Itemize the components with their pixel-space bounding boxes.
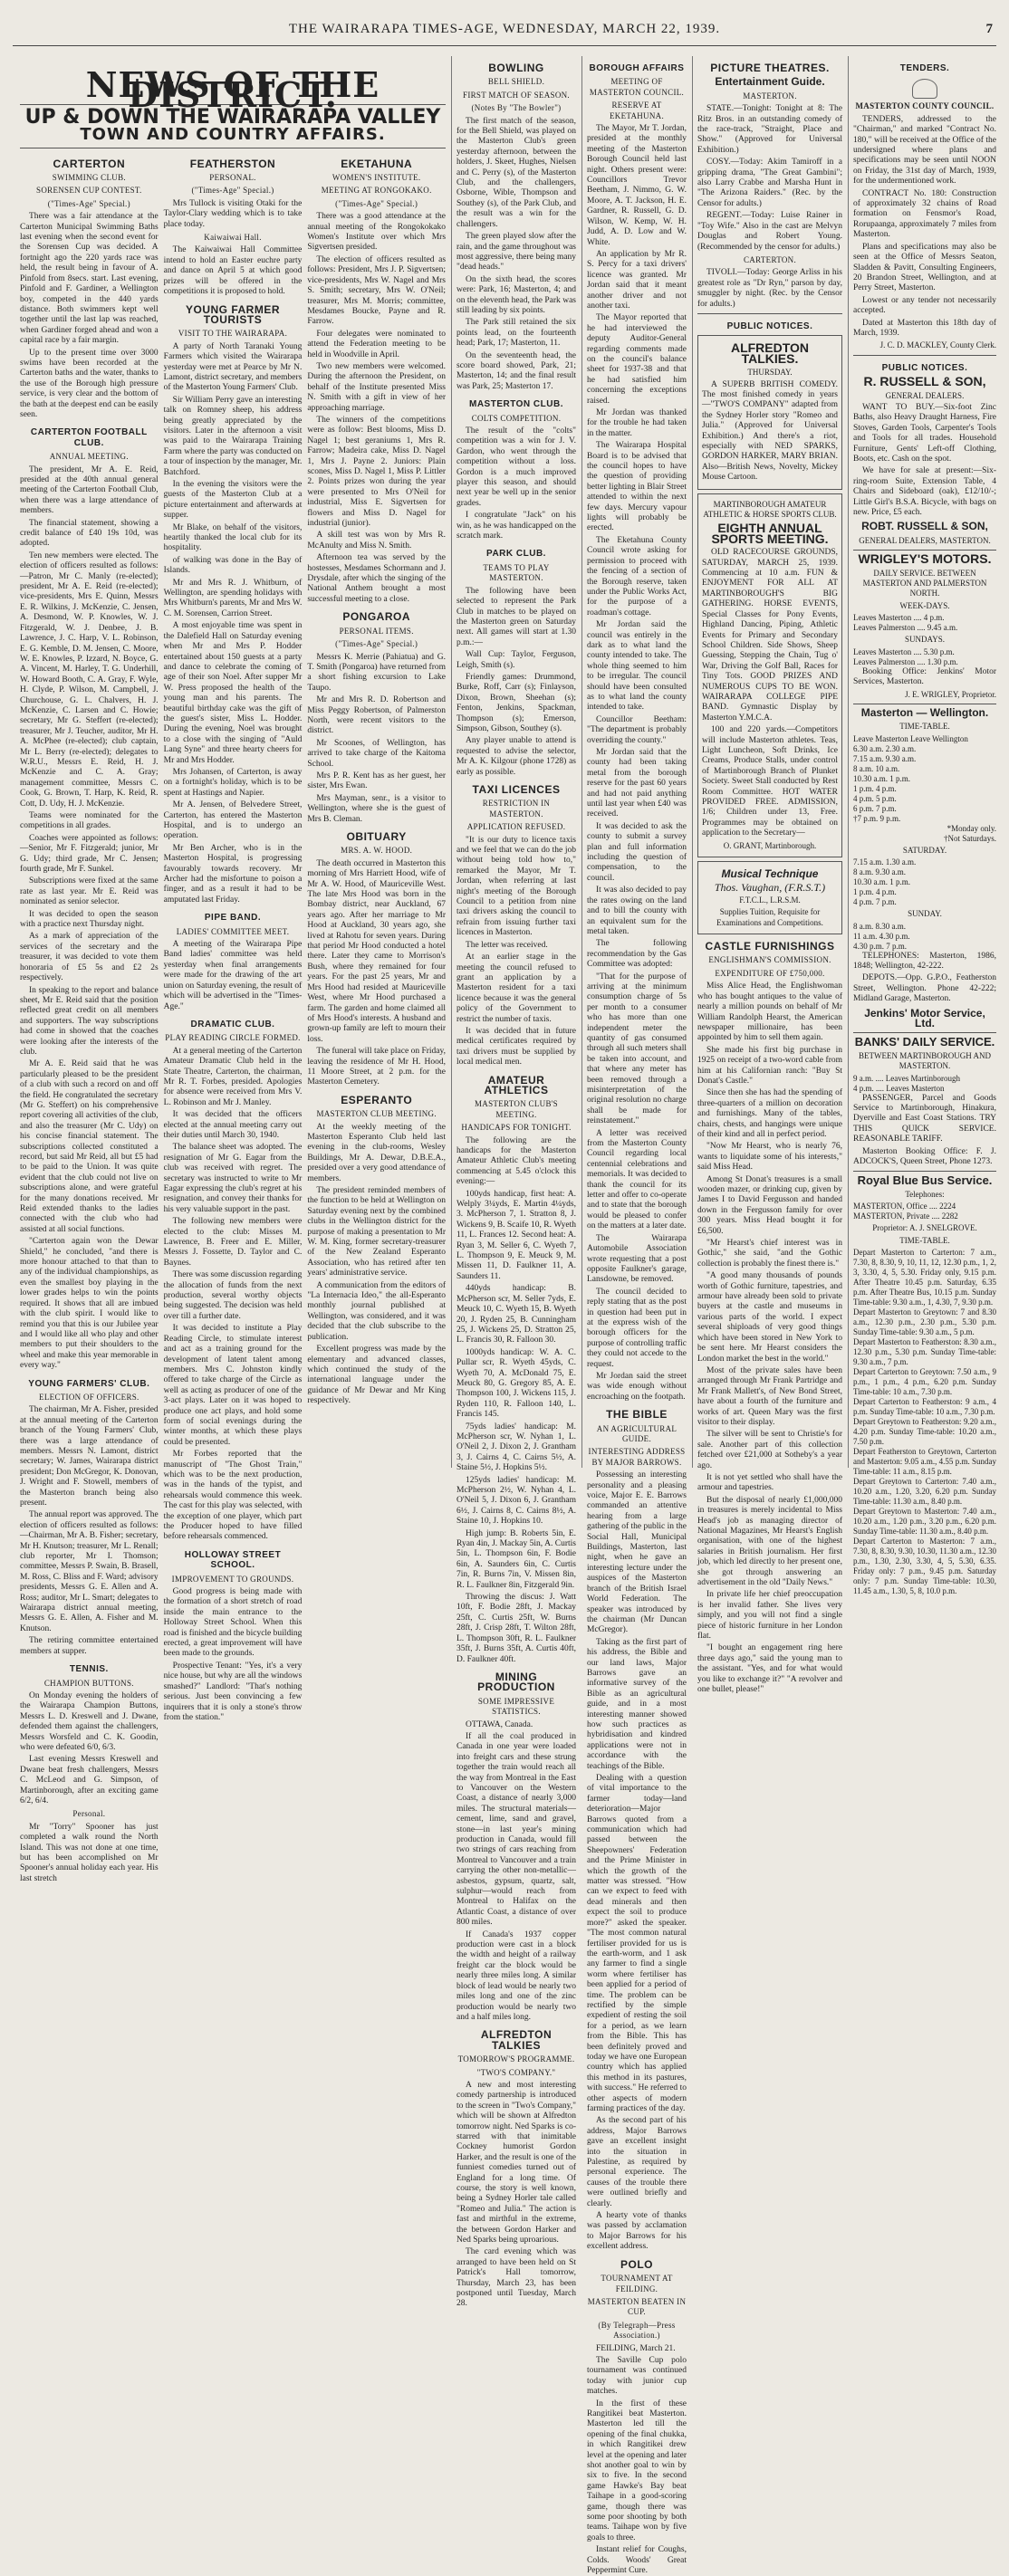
paragraph: In the first of these Rangitikei beat Masterton. Masterton led till the opening of the final chukka, in which Rangitikei drew level at the opening and later shot another goal to win by six to five. In the second game Hawke's Bay beat Taihape in a good-scoring game, though there was some poor shooting by both teams. Taihape won by five goals to three.: [587, 2399, 687, 2542]
subhead: HANDICAPS FOR TONIGHT.: [461, 1123, 572, 1133]
paragraph: "Now Mr Hearst, who is nearly 76, wants to liquidate some of his interests," said Miss Head.: [697, 1142, 842, 1173]
subhead: FIRST MATCH OF SEASON.: [463, 90, 570, 100]
carterton-title: CARTERTON: [53, 157, 126, 170]
subhead: ELECTION OF OFFICERS.: [39, 1392, 139, 1402]
ad-line: SATURDAY.: [902, 845, 947, 855]
bowling-column: [456, 56, 576, 2309]
paragraph: A most enjoyable time was spent in the Dalefield Hall on Saturday evening when Mr and Mrs P. Hodder entertained about 150 guests at a party and dance to celebrate the coming of age of their son Noel. After supper Mr W. Press proposed the health of the young man and his parents. The beautiful birthday cake was the gift of the guest's sister, Miss L. Hodder. During the evening, Noel was brought to a close with the singing of "Auld Lang Syne" and three hearty cheers for Mr and Mrs Hodder.: [163, 621, 303, 765]
paragraph: The election of officers resulted as follows: President, Mrs J. P. Sigvertsen; vice-presidents, Mrs W. Nagel and Mrs S. Smith; secretary, Mrs W. O'Neil; treasurer, Mrs M. Morris; committee, Mesdames Boucke, Payne and R. Farrow.: [307, 254, 447, 327]
paragraph: As a mark of appreciation of the services of the secretary and the treasurer, it was decided to vote them honoraria of £5 5s and £2 2s respectively.: [20, 932, 159, 983]
ad-line: BETWEEN MARTINBOROUGH AND MASTERTON.: [859, 1050, 991, 1071]
polo-title: POLO: [620, 2257, 653, 2271]
ad-heading: Jenkins' Motor Service, Ltd.: [864, 1006, 985, 1029]
paragraph: Masterton Booking Office: F. J. ADCOCK'S, Queen Street, Phone 1273.: [853, 1146, 996, 1167]
ad-line: GENERAL DEALERS, MASTERTON.: [859, 535, 991, 545]
paragraph: A new and most interesting comedy partnership is introduced to the screen in "Two's Company," which will be shown at Alfredton tomorrow night. Ned Sparks is co-starred with that inimitable Cockney humorist Gordon Harker, and the result is one of the funniest comedies turned out of England for a long time. Of course, the story is well known, being a Sydney Horler tale called "Romeo and Julia." The action is fast and mirthful in the extreme, the between Gordon Harker and Ned Sparks being uproarious.: [456, 2080, 576, 2246]
news-of-district-block: [20, 56, 447, 1883]
paragraph: Mr A. Jensen, of Belvedere Street, Carterton, has entered the Masterton Hospital, and is to undergo an operation.: [163, 800, 303, 841]
paragraph: Miss Alice Head, the Englishwoman who has bought antiques to the value of nearly a million pounds on behalf of Mr William Randolph Hearst, the American newspaper millionaire, has been appointed by him to sell them again.: [697, 982, 842, 1043]
timetable-note: *Monday only.: [947, 823, 996, 833]
divider: [853, 1171, 996, 1172]
ad-heading: ROBT. RUSSELL & SON,: [861, 520, 988, 533]
paragraph: The following have been selected to represent the Park Club in matches to be played on the Masterton green on Saturday next. All games will start at 1.30 p.m.:—: [456, 586, 576, 647]
paragraph: But the disposal of nearly £1,000,000 in treasures is merely incidental to Miss Head's job as managing director of National Magazines, Mr Hearst's English organisation, with one of the highest salaries in British journalism. Her first job, which led directly to her present one, she got through answering an advertisement in the old "Daily News.": [697, 1495, 842, 1588]
bowling-title: BOWLING: [488, 62, 544, 74]
paragraph: 100yds handicap, first heat: A. Welply 3¼yds, E. Martin 4¼yds, 3. McPherson 7, 1. Stratton 8, J. Wickens 9, B. Scaife 10, R. Wyeth 11, L. Frances 12. Second heat: A. Ryan 3, M. Seller 6, C. Wyeth 7, L. Thompson 9, E. Meuck 9, M. Missen 11, D. Faulkner 11, A. Saunders 11.: [456, 1189, 576, 1281]
divider: [697, 313, 842, 314]
paragraph: Councillor Beetham: "The department is probably overriding the county.": [587, 714, 687, 745]
subhead: BELL SHIELD.: [487, 77, 545, 87]
paragraph: The Mayor reported that he had interviewed the deputy Auditor-General regarding comments made on the council's balance sheet for 1937-38 and that he had satisfied him concerning the exceptions raised.: [587, 313, 687, 406]
paragraph: In the evening the visitors were the guests of the Masterton Club at a picture entertainment and afterwards at supper.: [163, 480, 303, 521]
paragraph: The winners of the competitions were as follow: Best blooms, Miss D. Nagel 1; best geraniums 1, Mrs R. Farrow; Madeira cake, Miss D. Nagel 1, Mrs J. Payne 2. Juniors: Plain scones, Miss D. Nagel 1, Miss P. Littler 2. Points prizes won during the year were presented to Mrs O'Neil for industrial, Miss E. Sigvertsen for flowers and Miss D. Nagel for industrial (junior).: [307, 415, 447, 529]
section-title: CARTERTON FOOTBALL CLUB.: [30, 427, 148, 448]
paragraph: At a general meeting of the Carterton Amateur Dramatic Club held in the State Theatre, Carterton, the chairman, Mr R. T. Forbes, presided. Apologies for absence were received from Mrs V. L. Robinson and Mr J. Manley.: [163, 1046, 303, 1107]
paragraph: The Mayor, Mr T. Jordan, presided at the monthly meeting of the Masterton Borough Council held last night. Others present were: Councillors Trevor Beetham, J. Nimmo, G. W. Moore, A. T. Jackson, H. E. Gardner, R. Russell, G. D. Wilson, W. Kemp, W. H. Judd, A. D. Low and W. White.: [587, 124, 687, 247]
paragraph: A SUPERB BRITISH COMEDY. The most finished comedy in years—"TWO'S COMPANY" adapted from the Sydney Horler story "Romeo and Julia." (Approved for Universal Exhibition.) And there's a riot, especially with NED SPARKS, GORDON HARKER, MARY BRIAN. Also—British News, Novelty, Mickey Mouse Cartoon.: [702, 379, 838, 483]
ad-heading: ALFREDTON TALKIES.: [730, 340, 810, 366]
paragraph: Since then she has had the spending of three-quarters of a million on decoration and furnishings. Many of the tables, chairs, chests, and hangings were unique of their kind and all in perfect period.: [697, 1088, 842, 1139]
paragraph: COSY.—Today: Akim Tamiroff in a gripping drama, "The Great Gambini"; also Larry Crabbe and Marsha Hunt in "The Arizona Raiders." (Rec. by the Censor for adults.): [697, 158, 842, 208]
paragraph: Two new members were welcomed. During the afternoon the President, on behalf of the Institute presented Miss N. Smith with a gift in view of her approaching marriage.: [307, 361, 447, 413]
ad-line: GENERAL DEALERS.: [885, 390, 965, 400]
obituary-title: OBITUARY: [346, 830, 407, 843]
credit: (By Telegraph—Press Association.): [598, 2320, 676, 2341]
credit: ("Times-Age" Special.): [335, 198, 418, 208]
timetable-line: Leaves Palmerston .... 1.30 p.m.: [853, 656, 958, 666]
paragraph: Dealing with a question of vital importance to the farmer today—land deterioration—Major Barrows quoted from a communication which had passed between the Sheepowners' Federation and the Prime Minister in which the growth of the matter was stressed. "How can we expect to feed with dead minerals and then expect the soil to produce more?" asked the speaker. "The most common natural fertiliser provided for us is the earth-worm, and 1 ask any farmer to find a single worm where fertiliser has been applied for a period of time. The problem can be rectified by the simple expedient of resting the soil for a period, as we learn from the Bible. This has been definitely proved and today we have one European country which has applied this method in its pastures, with success." He referred to other aspects of modern farming practices of the day.: [587, 1774, 687, 2113]
paragraph: The president reminded members of the function to be held at Wellington on Saturday evening next by the combined clubs in the Wellington district for the purpose of making a presentation to Mr W. M. King, former secretary-treasurer of the New Zealand Esperanto Association, who has retired after ten years' administrative service.: [307, 1186, 447, 1278]
timetable-rows: 9 a.m. .... Leaves Martinborough 4 p.m. .... Leaves Masterton: [853, 1073, 960, 1093]
paragraph: We have for sale at present:—Six-ring-room Suite, Extension Table, 4 Chairs and Sideboard (oak), £12/10/-; Little Girl's B.S.A. Bicycle, with bags on new. Price, £5 each.: [853, 466, 996, 518]
ad-line: TIME-TABLE.: [899, 1235, 950, 1245]
ad-heading: BANKS' DAILY SERVICE.: [854, 1035, 995, 1049]
section-title: PUBLIC NOTICES.: [881, 362, 968, 373]
paragraph: Up to the present time over 3000 swims have been recorded at the Carterton baths and the water, thanks to the use of the Borough high pressure service, is very clear and the bottom of the bath at the deepest end can be easily seen.: [20, 348, 159, 419]
paragraph: Booking Office: Jenkins' Motor Services, Masterton.: [853, 666, 996, 687]
paragraph: Subscriptions were fixed at the same rate as last year. Mr E. Reid was nominated as senior selector.: [20, 876, 159, 907]
paragraph: Mrs Tullock is visiting Otaki for the Taylor-Clary wedding which is to take place today.: [163, 198, 303, 229]
paragraph: The financial statement, showing a credit balance of £40 19s 10d, was adopted.: [20, 518, 159, 549]
paragraph: It was decided that the officers elected at the annual meeting carry out their duties until March 30, 1940.: [163, 1110, 303, 1140]
paragraph: Mr Ben Archer, who is in the Masterton Hospital, is progressing favourably towards recovery. Mr Archer had the misfortune to poison a finger, and as a result it had to be amputated last Friday.: [163, 843, 303, 905]
timetable-line: Leaves Masterton .... 4 p.m.: [853, 613, 945, 623]
paragraph: "I bought an engagement ring here three days ago," said the young man to the assistant. "Yes, and for what would you like to exchange it?" "A revolver and one bullet, please!": [697, 1643, 842, 1695]
tenders-column: [853, 56, 996, 1596]
subhead: EXPENDITURE OF £750,000.: [715, 968, 825, 978]
subhead: WOMEN'S INSTITUTE.: [332, 173, 421, 183]
section-title: DRAMATIC CLUB.: [190, 1019, 275, 1029]
paragraph: She made his first big purchase in 1925 on receipt of a two-word cable from him at his Californian ranch: "Buy St Donat's Castle.": [697, 1045, 842, 1086]
subhead: CARTERTON.: [743, 254, 796, 264]
subhead: "TWO'S COMPANY.": [476, 2067, 556, 2077]
paragraph: The death occurred in Masterton this morning of Mrs Harriett Hood, wife of Mr A. W. Hood, of Mauriceville West. The late Mrs Hood was born in the Bombay district, near Auckland, 67 years ago. After her marriage to Mr Hood at Auckland, 30 years ago, she lived at Rahotu for seven years. During that period Mr Hood conducted a hotel there. Later they came to Morrison's Bush, where they remained for four years. For the past 25 years, Mr and Mrs Hood had resided at Mauriceville West, where Mr Hood purchased a farm. The garden and home claimed all of Mrs Hood's interests. A husband and grown-up family are left to mourn their loss.: [307, 858, 447, 1044]
section-title: TENNIS.: [69, 1664, 109, 1675]
paragraph: WANT TO BUY.—Six-foot Zinc Baths, also Heavy Draught Harness, Fire Stoves, Garden Tools, Carpenter's Tools and Tools for all trades. Household Furniture, Gents' Left-off Clothing, Boots, etc. Cash on the spot.: [853, 402, 996, 464]
featherston-title: FEATHERSTON: [189, 157, 276, 170]
subhead: TEAMS TO PLAY MASTERTON.: [483, 562, 550, 583]
paragraph: On the sixth head, the scores were: Park, 16; Masterton, 4; and on the eleventh head, the Park was still leading by six points.: [456, 274, 576, 315]
timetable-rows: Depart Masterton to Carterton: 7 a.m., 7.30, 8, 8.30, 9, 10, 11, 12, 12.30 p.m., 1, 2, 3, 3.30, 4, 5, 5.30. Friday only, 9.15 p.m. After Theatre 10.45 p.m. Saturday, 6.35 p.m. After Theatre Bus, 10.15 p.m. Sunday Time-table: 9.30 a.m., 1, 4.30, 7, 9.30 p.m. Depart Masterton to Greytown: 7 and 8.30 a.m., 12.30 p.m., 2.30 p.m., 5.30 p.m. Sunday Time-table: 9.30 a.m., 5 p.m. Depart Masterton to Featherston: 8.30 a.m., 12.30 p.m., 5.30 p.m. Sunday Time-table: 9.30 a.m., 7 p.m. Depart Carterton to Greytown: 7.50 a.m., 9 p.m., 1 p.m., 4 p.m., 6.20 p.m. Sunday Time-table: 10 a.m., 7.30 p.m. Depart Carterton to Featherston: 9 a.m., 4 p.m. Sunday Time-table: 10 a.m., 7.30 p.m. Depart Greytown to Featherston: 9.20 a.m., 4.20 p.m. Sunday Time-table: 10.20 a.m., 7.50 p.m. Depart Featherston to Greytown, Carterton and Masterton: 9.05 a.m., 4.55 p.m. Sunday Time-table: 11 a.m., 8.15 p.m. Depart Greytown to Carterton: 7.40 a.m., 10.20 a.m., 1.20, 3.20, 6.20 p.m. Sunday Time-table: 11.30 a.m., 8.40 p.m. Depart Greytown to Masterton: 7.40 a.m., 10.20 a.m., 1.20 p.m., 3.20 p.m., 6.20 p.m. Sunday Time-table: 11.30 a.m., 8.40 p.m. Depart Carterton to Masterton: 7 a.m., 7.30, 8, 8.30, 9.30, 10.30, 11.30 a.m., 12.30 p.m., 1.30, 2.30, 3.30, 4, 5, 5.30, 6.35. Friday only: 7 p.m., 9.45 p.m. Saturday only: 7 p.m. Sunday Time-table: 10.30, 11.45 a.m., 1.30, 5, 8, 10.0 p.m.: [853, 1248, 996, 1596]
ad-line: WEEK-DAYS.: [899, 600, 950, 610]
ad-line: J. E. WRIGLEY, Proprietor.: [905, 689, 996, 699]
paragraph: A meeting of the Wairarapa Pipe Band ladies' committee was held yesterday when final arrangements were made for the drawing of the art union on Saturday evening, the result of which will be advertised in the "Times-Age.": [163, 940, 303, 1011]
tenders-title: TENDERS.: [899, 63, 950, 73]
section-title: PIPE BAND.: [204, 913, 262, 924]
paragraph: Excellent progress was made by the elementary and advanced classes, which continued the study of the international language under the guidance of Mr Dewar and Mr King respectively.: [307, 1345, 447, 1406]
paragraph: High jump: B. Roberts 5in, E. Ryan 4in, J. Mackay 5in, A. Curtis 5in, L. Thompson 6in, F. Bodie 6in, A. Saunders 6in, C. Curtis 7in, R. Burns 7in, V. Missen 8in, R. L. Faulkner 8in, Fitzgerald 9in.: [456, 1528, 576, 1590]
column-rule: [451, 56, 452, 1468]
paragraph: The card evening which was arranged to have been held on St Patrick's Hall tomorrow, Thursday, March 23, has been postponed until Tuesday, March 28.: [456, 2247, 576, 2309]
column-rule: [692, 56, 693, 1468]
paragraph: OTTAWA, Canada.: [466, 1719, 533, 1729]
masthead-rule: [13, 45, 996, 46]
section-title: PARK CLUB.: [486, 549, 546, 560]
paragraph: Ten new members were elected. The election of officers resulted as follows:—Patron, Mr C. Manly (re-elected); president, Mr A. E. Reid (re-elected); vice-presidents, Mrs E. Quinn, Messrs E. R. Wilkins, J. McKenzie, C. Jensen, A. Desmond, W. P. Knowles, W. J. Fitzgerald, W. J. Denbee, J. B. Lawrence, J. C. Harp, V. L. Robinson, E. G. Kemble, D. M. Jensen, C. Moore, W. E. Knowles, P. Izzard, N. Boyce, G. A. Vincent, M. Harley, T. G. Underhill, W. Howard Booth, C. A. Gray, F. Wyle, H. Clyde, P. Wilson, M. Campbell, J. Churchouse, G. L. Chalvers, H. J. McKenzie, C. Larsen and C. Howie; secretary, Mr G. Steffert (re-elected); treasurer, Mr J. Teucher, auditor, Mr H. A. McPhee (re-elected); club captain, Mr L. Berry (re-elected); delegates to W.R.U., Messrs E. Reid, H. J. McKenzie and C. A. Gray; management committee, Messrs C. Cook, G. Brown, T. Harp, K. Reid, R. Cott, D. Udy, H. J. McKenzie.: [20, 551, 159, 809]
paragraph: 125yds ladies' handicap: M. McPherson 2½, W. Nyhan 4, L. O'Neil 5, J. Dixon 6, J. Grantham 6½, J. Cairns 8, C. Cairns 8½, A. Staine 10, J. Hopkins 10.: [456, 1475, 576, 1527]
ad-line: J. C. D. MACKLEY, County Clerk.: [879, 340, 996, 350]
paragraph: DEPOTS.—Opp. G.P.O., Featherston Street, Wellington. Phone 42-222; Midland Garage, Masterton.: [853, 973, 996, 1004]
paragraph: Taking as the first part of his address, the Bible and our land laws, Major Barrows gave an informative survey of the Bible as an agricultural guide, and in a most interesting manner showed how such practices as hybridisation and kindred applications were not in accordance with the teachings of the Bible.: [587, 1637, 687, 1771]
paragraph: On the seventeenth head, the score board showed, Park, 21; Masterton, 14; and the final result was Park, 25; Masterton 17.: [456, 350, 576, 391]
paragraph: Four delegates were nominated to attend the Federation meeting to be held in Woodville in April.: [307, 329, 447, 359]
paragraph: The balance sheet was adopted. The resignation of Mr G. Eagar from the club was received with regret. The secretary was instructed to write to Mr Eagar expressing the club's regret at his resignation, and convey their thanks for his very valuable support in the past.: [163, 1143, 303, 1214]
section-title: YOUNG FARMER TOURISTS: [186, 302, 281, 326]
paragraph: The Kaiwaiwai Hall Committee intend to hold an Easter euchre party and dance on April 5 at which good prizes will be offered in the competitions it is proposed to hold.: [163, 245, 303, 297]
paragraph: Mr Jordan was thanked for the trouble he had taken in the matter.: [587, 408, 687, 438]
timetable-rows: 7.15 a.m. 1.30 a.m. 8 a.m. 9.30 a.m. 10.30 a.m. 1 p.m. 1 p.m. 4 p.m. 4 p.m. 7 p.m.: [853, 857, 917, 907]
paragraph: The chairman, Mr A. Fisher, presided at the annual meeting of the Carterton branch of the Young Farmers' Club, there was a large attendance of members. Messrs N. Lamont, district secretary; W. James, Wairarapa district president; Don McGregor, K. Donovan, J. Wright and F. Stowell, members of the Masterton branch being also present.: [20, 1405, 159, 1508]
subhead: TOURNAMENT AT FEILDING.: [601, 2274, 673, 2294]
subhead: LADIES' COMMITTEE MEET.: [176, 926, 290, 936]
ad-line: Proprietor: A. J. SNELGROVE.: [872, 1223, 977, 1233]
section-heading: TOWN AND COUNTRY AFFAIRS.: [80, 125, 386, 145]
eketahuna-column: [307, 152, 446, 1887]
paragraph: Mrs Johansen, of Carterton, is away on a fortnight's holiday, which is to be spent at Hastings and Napier.: [163, 767, 303, 798]
paragraph: It is not yet settled who shall have the armour and tapestries.: [697, 1472, 842, 1493]
paragraph: Any player unable to attend is requested to advise the selector, Mr A. K. Kilgour (phone 1728) as early as possible.: [456, 736, 576, 777]
credit: ("Times-Age" Special.): [335, 639, 418, 649]
timetable-note: †Not Saturdays.: [944, 833, 996, 843]
subhead: MASTERTON CLUB MEETING.: [316, 1109, 437, 1119]
ad-heading: WRIGLEY'S MOTORS.: [858, 551, 992, 567]
paragraph: 440yds handicap: B. McPherson scr, M. Seller 7yds, E. Meuck 10, C. Wyeth 15, B. Wyeth 20, J. Ryden 25, B. Cunningham 25, J. Wickens 25, D. Stratton 25, L. Francis 30, R. Falloon 30.: [456, 1284, 576, 1345]
paragraph: A party of North Taranaki Young Farmers which visited the Wairarapa yesterday were met at Pearce by Mr N. Lamont, district secretary, and members of the Masterton Young Farmers' Club.: [163, 341, 303, 393]
paragraph: 100 and 220 yards.—Competitors will include Masterton athletes. Teas, Light Luncheon, Soft Drinks, Ice Creams, Produce Stalls, under control of Martinborough Branch of Plunket Society. Sweet Stall conducted by Rest Room Committee. HOT WATER PROVIDED FREE. ADMISSION, 1/6; Children under 13, Free. Programmes may be obtained on application to the Secretary—: [702, 725, 838, 838]
ad-line: Telephones:: [905, 1189, 945, 1199]
paragraph: Mr A. E. Reid said that he was particularly pleased to be the president of a club with such a record on and off the field. He congratulated the secretary (Mr G. Steffert) on his comprehensive report covering all activities of the club, and also the treasurer (Mr C. Udy) on his concise financial statement. The subscriptions collected constituted a record, but said Mr Reid, all but £5 had to be paid to the Union. It was quite evident that the club could not live on subscriptions alone, and were grateful for the many donations received. Mr Reid extended thanks to the ladies connected with the club who had assisted at all social functions.: [20, 1059, 159, 1234]
subhead: RESTRICTION IN MASTERTON.: [482, 799, 551, 819]
paragraph: A skill test was won by Mrs R. McAnulty and Miss N. Smith.: [307, 531, 447, 551]
borough-title: BOROUGH AFFAIRS: [589, 63, 685, 73]
paragraph: Mr Jordan said the street was wide enough without encroaching on the footpath.: [587, 1371, 687, 1402]
paragraph: A hearty vote of thanks was passed by acclamation to Major Barrows for his excellent address.: [587, 2211, 687, 2252]
paragraph: An application by Mr R. S. Percy for a taxi drivers' licence was granted. Mr Jordan said that it meant another driver and not another taxi.: [587, 249, 687, 311]
subhead: MASTERTON CLUB'S MEETING.: [475, 1099, 558, 1119]
public-notices-title: PUBLIC NOTICES.: [726, 321, 813, 331]
paragraph: Possessing an interesting personality and a pleasing voice, Major E. E. Barrows commanded an attentive hearing from a large gathering of the public in the Social Hall, Municipal Buildings, Masterton, last night, when he gave an interesting lecture under the auspices of the Masterton branch of the British Israel World Federation. The speaker was introduced by the chairman (Mr Duncan McGregor).: [587, 1470, 687, 1635]
paragraph: "That for the purpose of arriving at the minimum consumption charge of 5s per month to a consumer who has more than one independent meter the quantity of gas consumed through all such meters shall be taken into account, and that where any meter has been removed through a misinterpretation of the original resolution no charge shall be made for reinstatement.": [587, 972, 687, 1126]
subhead: ENGLISHMAN'S COMMISSION.: [708, 955, 831, 965]
subhead: Personal.: [72, 1809, 106, 1819]
subhead: INTERESTING ADDRESS BY MAJOR BARROWS.: [588, 1447, 686, 1467]
paragraph: Among St Donat's treasures is a small wooden mazer, or drinking cup, given by James I to David Fergusson and handed down in the Fergusson family for over 300 years. Miss Head bought it for £6,500.: [697, 1174, 842, 1236]
coat-of-arms-icon: [912, 79, 937, 99]
paragraph: REGENT.—Today: Luise Rainer in "Toy Wife." Also in the cast are Melvyn Douglas and Robert Young. (Recommended by the censor for adults.): [697, 211, 842, 252]
paragraph: The Park still retained the six points lead, on the fourteenth head; Park, 17; Masterton, 11.: [456, 318, 576, 349]
timetable-line: MASTERTON, Private .... 2282: [853, 1211, 958, 1221]
paragraph: Coaches were appointed as follows:—Senior, Mr F. Fitzgerald; junior, Mr G. Udy; third grade, Mr C. Jensen; fourth grade, Mr F. Sunkel.: [20, 833, 159, 875]
paragraph: The Wairarapa Hospital Board is to be advised that the council hopes to have the question of providing better lighting in Blair Street attended to within the next few days. Mercury vapour lights will probably be erected.: [587, 441, 687, 533]
subheadline: UP & DOWN THE WAIRARAPA VALLEY: [24, 105, 441, 129]
taxi-title: TAXI LICENCES: [472, 783, 561, 796]
paragraph: Mr and Mrs R. J. Whitburn, of Wellington, are spending holidays with Mrs Whitburn's parents, Mr and Mrs W. C. M. Sorensen, Carrion Street.: [163, 578, 303, 618]
paragraph: FEILDING, March 21.: [596, 2343, 676, 2353]
paragraph: Teams were nominated for the competitions in all grades.: [20, 811, 159, 831]
paragraph: Mr Forbes reported that the manuscript of "The Ghost Train," which was to be the next production, was in the hands of the typist, and rehearsals would commence this week. The cast for this play was selected, with the exception of one player, which part the Producer hoped to have filled before rehearsals commenced.: [163, 1450, 303, 1542]
eketahuna-title: EKETAHUNA: [341, 157, 413, 170]
ad-line: Supplies Tuition, Requisite for Examinations and Competitions.: [716, 907, 823, 927]
alfredton-ad: [697, 335, 842, 489]
paragraph: Prospective Tenant: "Yes, it's a very nice house, but why are all the windows smashed?" Landlord: "That's nothing serious. Just been convincing a few inquirers that it is only a stone's throw from the station.": [163, 1661, 303, 1722]
ad-line: THURSDAY.: [747, 368, 793, 378]
paragraph: Throwing the discus: J. Watt 10ft, F. Bodie 28ft, J. Mackay 25ft, C. Curtis 25ft, W. Burns 28ft, J. Crisp 28ft, T. Wilton 28ft, L. Thompson 30ft, R. L. Faulkner 35ft, J. Burns 35ft, A. Curtis 40ft, D. Faulkner 40ft.: [456, 1593, 576, 1664]
subhead: Kaiwaiwai Hall.: [204, 233, 262, 243]
paragraph: The annual report was approved. The election of officers resulted as follows:—Chairman, Mr A. B. Fisher; secretary, Mr H. Knutson; treasurer, Mr L. Renall; club reporter, Mr I. Thomson; committee, Messrs P. Swain, B. Brasell, M. Ross, C. Bliss and F. Ward; advisory presidents, Messrs G. E. Allen and A. Ross; auditor, Mr L. Smart; delegates to Wairarapa district annual meeting, Messrs G. E. Allen, A. Fisher and M. Knutson.: [20, 1510, 159, 1633]
ad-line: TIME-TABLE.: [899, 722, 950, 732]
paragraph: Lowest or any tender not necessarily accepted.: [853, 295, 996, 316]
paragraph: 75yds ladies' handicap: M. McPherson scr, W. Nyhan 1, L. O'Neil 2, J. Dixon 2, J. Grantham 3, J. Cairns 4, C. Cairns 5½, A. Staine 5½, J. Hopkins 5½.: [456, 1422, 576, 1473]
divider: [853, 355, 996, 356]
theatres-title: PICTURE THEATRES.: [710, 62, 830, 74]
subhead: ANNUAL MEETING.: [49, 452, 129, 462]
credit: ("Times-Age" Special.): [47, 198, 130, 208]
divider: [853, 550, 996, 551]
column-rule: [848, 56, 849, 1468]
subhead: PERSONAL.: [209, 173, 256, 183]
paragraph: A communication from the editors of "La Internacia Ideo," the all-Esperanto monthly journal published at Wellington, was considered, and it was decided that the club subscribe to the publication.: [307, 1280, 447, 1342]
subhead: MASTERTON.: [743, 91, 797, 101]
ad-heading: R. RUSSELL & SON,: [863, 374, 986, 389]
paragraph: There was a good attendance at the annual meeting of the Rongokokako Women's Institute over which Mrs Sigvertsen presided.: [307, 212, 447, 253]
alfredton-title: ALFREDTON TALKIES: [480, 2028, 553, 2052]
section-title: YOUNG FARMERS' CLUB.: [28, 1378, 150, 1389]
paragraph: The following new members were elected to the club: Misses M. Lawrence, B. Freer and E. Miller, Messrs J. Fossette, D. Taylor and C. Baynes.: [163, 1217, 303, 1268]
paragraph: Mr Jordan said that the county had been taking metal from the borough reserve for the past 60 years and had not paid anything until last year when £40 was received.: [587, 748, 687, 819]
paragraph: The green played slow after the rain, and the game throughout was most aggressive, there being many "dead heads.": [456, 232, 576, 273]
paragraph: Instant relief for Coughs, Colds. Woods' Great Peppermint Cure.: [587, 2545, 687, 2576]
paragraph: STATE.—Tonight: Tonight at 8: The Ritz Bros. in an outstanding comedy of the race-track, "Straight, Place and Show." (Approved for Universal Exhibition.): [697, 104, 842, 155]
paragraph: Mr Blake, on behalf of the visitors, heartily thanked the local club for its hospitality.: [163, 522, 303, 553]
paragraph: Mrs P. R. Kent has as her guest, her sister, Mrs Ewan.: [307, 771, 447, 791]
paragraph: The result of the "colts" competition was a win for J. V. Gardon, who went through the competition without a loss. Gordon is a much improved player this season, and should next year be well up in the senior grades.: [456, 426, 576, 508]
paragraph: Messrs K. Merrie (Pahiatua) and G. T. Smith (Pongaroa) have returned from a short fishing excursion to Lake Taupo.: [307, 652, 447, 693]
paragraph: In private life her chief preoccupation is her invalid father. She lives very simply, and you will not find a single piece of historic furniture in her London flat.: [697, 1590, 842, 1642]
subhead: SWIMMING CLUB.: [52, 173, 126, 183]
timetable-header: Leave Masterton Leave Wellington: [853, 733, 968, 743]
paragraph: "Carterton again won the Dewar Shield," he concluded, "and there is more honour attached to that than to any of the individual championships, as even the smallest boy playing in the lower grades helps to win the points required. It shows that all are imbued with the club spirit. I would like to remind you that this is our Jubilee year and I would like all who play and other members to put their shoulders to the wheel and make this year memorable in every way.": [20, 1237, 159, 1371]
martinborough-ad: [697, 493, 842, 857]
ad-heading: Masterton — Wellington.: [860, 705, 989, 719]
paragraph: In speaking to the report and balance sheet, Mr E. Reid said that the position reflected great credit on all members and supporters. The way subscriptions had come in showed that the coaches were looking after the interests of the club.: [20, 985, 159, 1057]
ad-line: SUNDAYS.: [905, 635, 945, 645]
paragraph: Dated at Masterton this 18th day of March, 1939.: [853, 318, 996, 338]
paragraph: Mr and Mrs R. D. Robertson and Miss Peggy Robertson, of Palmerston North, were recent visitors to the district.: [307, 695, 447, 736]
paragraph: PASSENGER, Parcel and Goods Service to Martinborough, Hinakura, Dyerville and East Coast Stations. TRY THIS QUICK SERVICE. REASONABLE TARIFF.: [853, 1093, 996, 1144]
subhead: APPLICATION REFUSED.: [466, 822, 566, 832]
bible-title: THE BIBLE: [606, 1408, 668, 1422]
paragraph: Sir William Perry gave an interesting talk on Romney sheep, his address being greatly appreciated by the visitors. Later in the afternoon a visit was paid to the Wairarapa Training Farm where the party was conducted on a tour of inspection by the manager, Mr. Batchford.: [163, 395, 303, 477]
castle-title: CASTLE FURNISHINGS: [705, 940, 835, 953]
paragraph: As the second part of his address, Major Barrows gave an excellent insight into the situation in Palestine, as required by personal experience. The causes of the trouble there were outlined briefly and clearly.: [587, 2116, 687, 2208]
section-title: MASTERTON CLUB.: [469, 399, 563, 410]
paragraph: The first match of the season, for the Bell Shield, was played on the Masterton Club's green yesterday afternoon, between the holders, J. Skeet, Hughes, Nielsen and C. Perry (s), of the Masterton Club, and the challengers, Osborne, Wible, Thompson and Southey (s), of the Park Club, and the result was a win for the challengers.: [456, 116, 576, 229]
paragraph: "Mr Hearst's chief interest was in Gothic," she said, "and the Gothic collection is probably the finest there is.": [697, 1239, 842, 1269]
esperanto-title: ESPERANTO: [341, 1093, 413, 1106]
paragraph: At the weekly meeting of the Masterton Esperanto Club held last evening in the club-rooms, Wesley Buildings, Mr A. Dewar, D.B.E.A., presided over a very good attendance of members.: [307, 1122, 447, 1183]
ad-heading: Musical Technique: [721, 867, 819, 881]
paragraph: It was decided to open the season with a practice next Thursday night.: [20, 909, 159, 930]
timetable-line: Leaves Palmerston .... 9.45 a.m.: [853, 623, 958, 633]
paragraph: TENDERS, addressed to the "Chairman," and marked "Contract No. 180," will be received at the Office of the undersigned where plans and specifications may be seen until NOON on Friday, the 31st day of March, 1939, for the undermentioned work.: [853, 114, 996, 187]
subhead: IMPROVEMENT TO GROUNDS.: [171, 1574, 294, 1584]
subhead: CHAMPION BUTTONS.: [43, 1678, 134, 1688]
paragraph: I congratulate "Jack" on his win, as he was handicapped on the scratch mark.: [456, 511, 576, 541]
paragraph: It was decided to ask the county to submit a survey plan and full information including the question of compensation, to the council.: [587, 821, 687, 883]
paragraph: TELEPHONES: Masterton, 1986, 1848; Wellington, 42-222.: [853, 951, 996, 971]
ad-line: DAILY SERVICE. BETWEEN MASTERTON AND PALMERSTON NORTH.: [862, 568, 987, 599]
divider: [853, 1032, 996, 1033]
paragraph: The silver will be sent to Christie's for sale. Another part of this collection fetched over £21,000 at Sotheby's a year ago.: [697, 1430, 842, 1470]
paragraph: At an earlier stage in the meeting the council refused to grant an application by a Masterton resident for a taxi licence because it was the general policy of the Government to restrict the number of taxis.: [456, 953, 576, 1024]
three-column-grid: [20, 152, 446, 1887]
ad-line: F.T.C.L., L.R.S.M.: [739, 895, 801, 905]
mining-title: MINING PRODUCTION: [477, 1670, 555, 1694]
ad-line: Thos. Vaughan, (F.R.S.T.): [714, 881, 826, 895]
paragraph: Afternoon tea was served by the hostesses, Mesdames Schormann and J. Drysdale, after which the singing of the National Anthem brought a most successful meeting to a close.: [307, 553, 447, 604]
paragraph: The Wairarapa Automobile Association wrote requesting that a post opposite Faulkner's garage, Lansdowne, be removed.: [587, 1233, 687, 1285]
paragraph: It was decided to institute a Play Reading Circle, to stimulate interest and act as a training ground for the development of latent talent among members. Mrs C. Johnston kindly offered to take charge of the Circle as well as acting as producer of one of the 3-act plays. Later on it was hoped to produce one act plays, and hold some form of social evenings during the winter months, at which these plays could be presented.: [163, 1324, 303, 1447]
timetable-line: MASTERTON, Office .... 2224: [853, 1202, 956, 1211]
paragraph: There was some discussion regarding the allocation of funds from the next production, several worthy objects being suggested. The decision was held over till a further date.: [163, 1270, 303, 1321]
paragraph: The Eketahuna County Council wrote asking for permission to proceed with the fencing of a section of the Borough reserve, taken under the Public Works Act, for the purpose of a roadman's cottage.: [587, 535, 687, 618]
timetable-rows: 6.30 a.m. 2.30 a.m. 7.15 a.m. 9.30 a.m. 8 a.m. 10 a.m. 10.30 a.m. 1 p.m. 1 p.m. 4 p.m. 4 p.m. 5 p.m. 6 p.m. 7 p.m. †7 p.m. 9 p.m.: [853, 743, 917, 823]
paragraph: Good progress is being made with the formation of a short stretch of road inside the main entrance to the Holloway Street School. When this road is finished and the bicycle building erected, a great improvement will have been made to the grounds.: [163, 1587, 303, 1659]
timetable-line: Leaves Masterton .... 5.30 p.m.: [853, 646, 955, 656]
entertainment-guide: Entertainment Guide.: [715, 75, 825, 89]
paragraph: Most of the private sales have been arranged through Mr Frank Partridge and Mr Frank Mallett's, of New Bond Street, have about a fourth of the furniture and works of art. Queen Mary was the first visitor to their display.: [697, 1365, 842, 1427]
ad-line: SUNDAY.: [908, 909, 942, 919]
pongaroa-title: PONGAROA: [342, 610, 411, 624]
section-title: HOLLOWAY STREET SCHOOL.: [184, 1549, 282, 1571]
paragraph: On Monday evening the holders of the Wairarapa Champion Buttons, Messrs L. D. Kreswell and J. Dwane, defended them against the challengers, Messrs Worsfeld and C. K. Goodin, who were defeated 6/0, 6/3.: [20, 1690, 159, 1752]
paragraph: Mrs Mayman, senr., is a visitor to Wellington, where she is the guest of Mrs B. Cleman.: [307, 793, 447, 824]
subhead: COLTS COMPETITION.: [471, 413, 562, 423]
paragraph: TIVOLI.—Today: George Arliss in his greatest role as "Dr Ryn," parson by day, smuggler by night. (Rec. by the Censor for adults.): [697, 268, 842, 309]
paragraph: The president, Mr A. E. Reid, presided at the 40th annual general meeting of the Carterton Football Club, when there was a large attendance of members.: [20, 464, 159, 516]
paragraph: A letter was received from the Masterton County Council regarding local centennial celebrations and memorials. It was decided to thank the council for its letter and offer to co-operate and to state that the borough would be pleased to confer on the matters at a later date.: [587, 1128, 687, 1231]
paragraph: Wall Cup: Taylor, Ferguson, Leigh, Smith (s).: [456, 650, 576, 670]
paragraph: OLD RACECOURSE GROUNDS, SATURDAY, MARCH 25, 1939. Commencing at 10 a.m. FUN & ENJOYMENT FOR ALL AT MARTINBOROUGH'S BIG GATHERING. HORSE EVENTS, Special Classes for Pony Events, Highland Dancing, Piping, Athletic Events for Primary and Secondary School Children. Side Shows, Sheep Guessing, Stepping the Chain, Tug o' War, Driving the Golf Ball, Races for Tiny Tots. GOOD PRIZES AND NUMEROUS CUPS TO BE WON. WAIRARAPA COLLEGE PIPE BAND. Gymnastic Display by Masterton Y.M.C.A.: [702, 548, 838, 723]
theatres-column: [697, 56, 842, 1695]
subhead: MASTERTON BEATEN IN CUP.: [587, 2296, 687, 2317]
paragraph: The letter was received.: [466, 940, 548, 950]
page-number: 7: [985, 22, 993, 36]
masthead: THE WAIRARAPA TIMES-AGE, WEDNESDAY, MARCH 22, 1939.: [288, 22, 721, 36]
subhead: AN AGRICULTURAL GUIDE.: [596, 1423, 677, 1443]
carterton-column: [20, 152, 159, 1887]
borough-column: [587, 56, 687, 2576]
music-tuition-ad: [697, 861, 842, 934]
paragraph: It was decided that in future medical certificates required by taxi drivers must be supplied by local medical men.: [456, 1026, 576, 1068]
ad-line: MARTINBOROUGH AMATEUR ATHLETIC & HORSE SPORTS CLUB.: [703, 499, 837, 520]
paragraph: Plans and specifications may also be seen at the Office of Messrs Seaton, Sladden & Pavitt, Consulting Engineers, 20 Brandon Street, Wellington, and at Perry Street, Masterton.: [853, 242, 996, 293]
paragraph: The Saville Cup polo tournament was continued today with junior cup matches.: [587, 2355, 687, 2397]
timetable-rows: 8 a.m. 8.30 a.m. 11 a.m. 4.30 p.m. 4.30 p.m. 7 p.m.: [853, 921, 910, 951]
paragraph: "A good many thousands of pounds worth of Gothic furniture, tapestries, and armour have already been sold to private buyers at the castle and museums in various parts of the world. I expect several shiploads of very good things which have been stored in New York to be sent here. Mr Hearst considers the London market the best in the world.": [697, 1271, 842, 1364]
subhead: MEETING AT RONGOKAKO.: [321, 186, 432, 196]
paragraph: Mr "Torry" Spooner has just completed a walk round the North Island. This was not done at one time, but has been accomplished on Mr Spooner's annual holiday each year. His last stretch: [20, 1822, 159, 1883]
athletics-title: AMATEUR ATHLETICS: [484, 1073, 549, 1096]
paragraph: The funeral will take place on Friday, leaving the residence of Mr H. Hood, 11 Moore Street, at 2 p.m. for the Masterton Cemetery.: [307, 1047, 447, 1087]
subhead: RESERVE AT EKETAHUNA.: [609, 101, 665, 120]
paragraph: There was a fair attendance at the Carterton Municipal Swimming Baths last evening when the second event for the Sorensen Cup was decided. A fortnight ago the 220 yards race was held, the result being in favour of A. Pinfold from 8secs. start. Last evening, Pinfold and F. Gardiner, a Wellington boy, competed in the 440 yards distance. Both swimmers kept well together until the last lap was reached, when Gardiner forged ahead and won a capital race by a fair margin.: [20, 212, 159, 346]
paragraph: The following recommendation by the Gas Committee was adopted:: [587, 939, 687, 970]
paragraph: If Canada's 1937 copper production were cast in a block the width and height of a railway freight car the block would be nearly three miles long. A similar block of lead would be nearly two miles long and one of the zinc production would be nearly two and a half miles long.: [456, 1930, 576, 2022]
credit: ("Times-Age" Special.): [191, 186, 274, 196]
paragraph: The council decided to reply stating that as the post in question had been put in at the express wish of the borough officers for the purpose of controlling traffic they could not accede to the request.: [587, 1287, 687, 1369]
subhead: SORENSEN CUP CONTEST.: [36, 186, 142, 196]
paragraph: "It is our duty to licence taxis and we feel that we can do the job without being told how to," remarked the Mayor, Mr T. Jordan, when referring at last night's meeting of the Borough Council to a petition from nine taxi drivers asking the council to refrain from issuing further taxi licences in Masterton.: [456, 835, 576, 938]
paragraph: The retiring committee entertained members at supper.: [20, 1636, 159, 1656]
paragraph: CONTRACT No. 180: Construction of approximately 32 chains of Road formation on Fensmor's Road, Rorupaanga, approximately 7 miles from Masterton.: [853, 188, 996, 240]
subhead: MASTERTON COUNTY COUNCIL.: [855, 101, 995, 111]
headline: NEWS OF THE DISTRICT.: [85, 64, 380, 116]
ad-heading: Royal Blue Bus Service.: [857, 1173, 993, 1188]
paragraph: Friendly games: Drummond, Burke, Roff, Carr (s); Finlayson, Dixon, Brown, Sheehan (s); Fenton, Jenkins, Spackman, Thompson (s); Emerson, Simpson, Gibson, Southey (s).: [456, 672, 576, 733]
column-rule: [581, 56, 582, 1468]
subhead: VISIT TO THE WAIRARAPA.: [178, 329, 288, 339]
paragraph: 1000yds handicap: W. A. C. Pullar scr, R. Wyeth 45yds, C. Wyeth 70, A. McDonald 75, E. Meuck 80, G. Gregory 85, A. E. Thompson 100, J. Wickens 115, J. Ryden 110, R. Falloon 140, L. Francis 145.: [456, 1347, 576, 1420]
credit: (Notes By "The Bowler"): [471, 103, 562, 113]
paragraph: Mr Scoones, of Wellington, has arrived to take charge of the Kaitoma School.: [307, 738, 447, 769]
subhead: PLAY READING CIRCLE FORMED.: [165, 1033, 301, 1043]
paragraph: If all the coal produced in Canada in one year were loaded into freight cars and these strung together the train would reach all the way from Montreal in the East to Vancouver on the Western Coast, a distance of nearly 3,000 miles. The structural materials—cement, lime, sand and gravel, stone—in last year's mining production in Canada, would fill two strings of cars reaching from Montreal to Vancouver and a train carrying the other non-metallic—asbestos, gypsum, quartz, salt, sulphur—would reach from Montreal to Halifax on the Atlantic Coast, a distance of over 800 miles.: [456, 1731, 576, 1928]
subhead: SOME IMPRESSIVE STATISTICS.: [477, 1696, 555, 1717]
subhead: MEETING OF MASTERTON COUNCIL.: [589, 77, 685, 97]
paragraph: of walking was done in the Bay of Islands.: [163, 555, 303, 576]
subhead: MRS. A. W. HOOD.: [341, 846, 413, 856]
featherston-column: [164, 152, 303, 1887]
ad-heading: EIGHTH ANNUAL SPORTS MEETING.: [711, 521, 829, 546]
subhead: TOMORROW'S PROGRAMME.: [457, 2054, 575, 2064]
paragraph: Mr Jordan said the council was entirely in the dark as to what land the county intended to take. The whole thing seemed to him to be irregular. The council should have been consulted as to what land the county intended to take.: [587, 620, 687, 713]
paragraph: It was also decided to pay the rates owing on the land and to bill the county with an equivalent sum for the metal taken.: [587, 886, 687, 936]
paragraph: The following are the handicaps for the Masterton Amateur Athletic Club's meeting commencing at 5.45 o'clock this evening:—: [456, 1135, 576, 1187]
paragraph: Last evening Messrs Kreswell and Dwane beat fresh challengers, Messrs C. McLeod and G. Simpson, of Martinborough, after an exciting game 6/2, 6/4.: [20, 1755, 159, 1805]
subhead: PERSONAL ITEMS.: [339, 626, 414, 636]
ad-line: O. GRANT, Martinborough.: [723, 840, 817, 850]
